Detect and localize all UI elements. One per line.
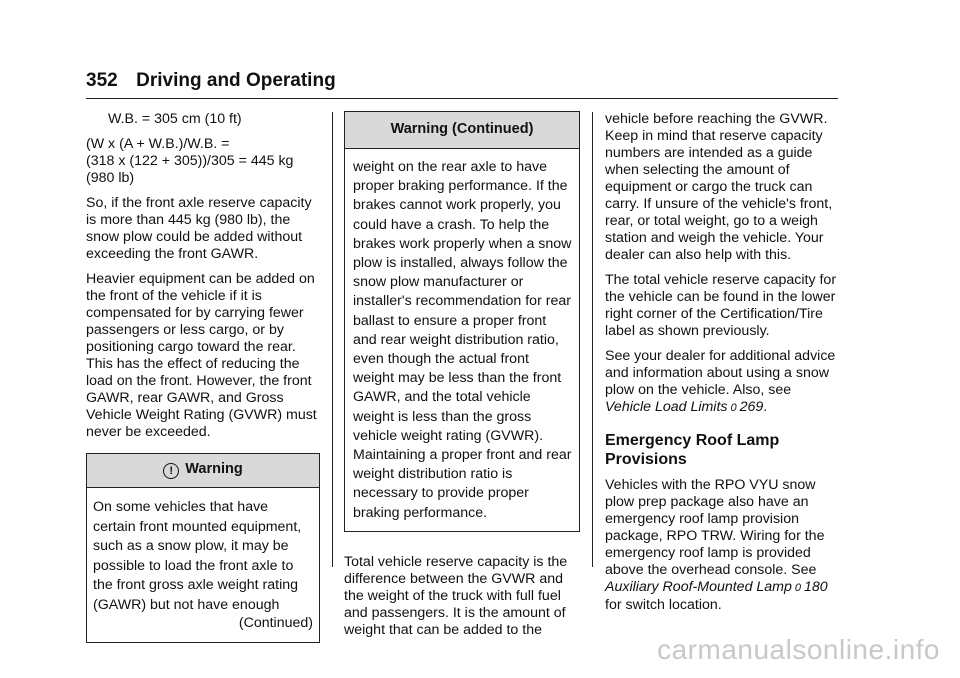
warning-body: weight on the rear axle to have proper braking performance. If the brakes cannot work properly, you could have a crash. To help the brakes work properly when a snow plow is installed, always follow the snow plow manufacturer or installer's recommendation for rear ballast to ensure a proper front and rear weight distribution ratio, even though the actual front weight may be less than the front GAWR, and the total vehicle weight is less than the gross vehicle weight rating (GVWR). Maintaining a proper front and rear weight distribution ratio is necessary to provide proper braking performance.	[353, 159, 572, 521]
paragraph	[605, 477, 840, 614]
warning-body	[87, 488, 319, 642]
page-ref-arrow-icon: 0	[730, 402, 737, 414]
column-2	[344, 111, 580, 647]
header-divider	[86, 98, 838, 99]
paragraph: Total vehicle reserve capacity is the difference between the GVWR and the weight of the truck with full fuel and passengers. It is the amount of weight that can be added to the	[344, 553, 568, 638]
page-ref-arrow-icon: 0	[794, 582, 802, 594]
formula-block	[86, 136, 320, 187]
watermark: carmanualsonline.info	[657, 634, 940, 665]
formula-line: (W x (A + W.B.)/W.B. =	[86, 136, 230, 152]
punctuation: .	[763, 399, 768, 415]
continued-label: (Continued)	[238, 615, 313, 631]
column-1	[86, 111, 320, 643]
paragraph: Heavier equipment can be added on the front of the vehicle if it is compensated for by carrying fewer passengers or less cargo, or by positioning cargo toward the rear. This has the effect of reducing the load on the front. However, the front GAWR, rear GAWR, and Gross Vehicle Weight Rating (GVWR) must never be exceeded.	[86, 271, 317, 440]
page-header	[86, 70, 838, 92]
formula-line: (980 lb)	[86, 170, 135, 186]
reference-title: Auxiliary Roof-Mounted Lamp	[605, 579, 792, 595]
warning-circle-icon: !	[163, 463, 179, 479]
column-divider	[332, 112, 333, 567]
page-number: 352	[86, 70, 118, 91]
wb-line: W.B. = 305 cm (10 ft)	[108, 111, 242, 127]
paragraph-text: for switch location.	[605, 597, 722, 613]
paragraph-text: See your dealer for additional advice and information about using a snow plow on the vehicle. Also, see	[605, 348, 836, 398]
reference-page: 269	[739, 399, 764, 415]
paragraph-text: Vehicles with the RPO VYU snow plow prep package also have an emergency roof lamp provision package, RPO TRW. Wiring for the emergency roof lamp is provided above the overhead console. See	[605, 477, 825, 578]
warning-title: Warning (Continued)	[345, 112, 579, 149]
paragraph	[605, 348, 840, 417]
column-3	[605, 111, 840, 622]
reference-title: Vehicle Load Limits	[605, 399, 728, 415]
reference-page: 180	[804, 579, 828, 595]
paragraph: So, if the front axle reserve capacity is more than 445 kg (980 lb), the snow plow could be added without exceeding the front GAWR.	[86, 195, 312, 262]
section-title: Driving and Operating	[136, 70, 336, 91]
warning-continued-box	[344, 111, 580, 532]
section-heading: Emergency Roof Lamp Provisions	[605, 432, 780, 468]
paragraph: The total vehicle reserve capacity for the vehicle can be found in the lower right corner of the Certification/Tire label as shown previously.	[605, 272, 837, 339]
cross-reference-link[interactable]	[605, 399, 763, 415]
warning-box	[86, 453, 320, 643]
warning-text: On some vehicles that have certain front mounted equipment, such as a snow plow, it may be possible to load the front axle to the front gross axle weight rating (GAWR) but not have enough	[93, 499, 302, 613]
formula-line: (318 x (122 + 305))/305 = 445 kg	[86, 153, 294, 169]
column-divider	[592, 112, 593, 567]
paragraph: vehicle before reaching the GVWR. Keep in mind that reserve capacity numbers are intended as a guide when selecting the amount of equipment or cargo the truck can carry. If unsure of the vehicle's front, rear, or total weight, go to a weigh station and weigh the vehicle. Your dealer can also help with this.	[605, 111, 833, 263]
cross-reference-link[interactable]	[605, 579, 828, 595]
warning-title	[87, 454, 319, 488]
warning-title-text: Warning	[185, 461, 243, 477]
